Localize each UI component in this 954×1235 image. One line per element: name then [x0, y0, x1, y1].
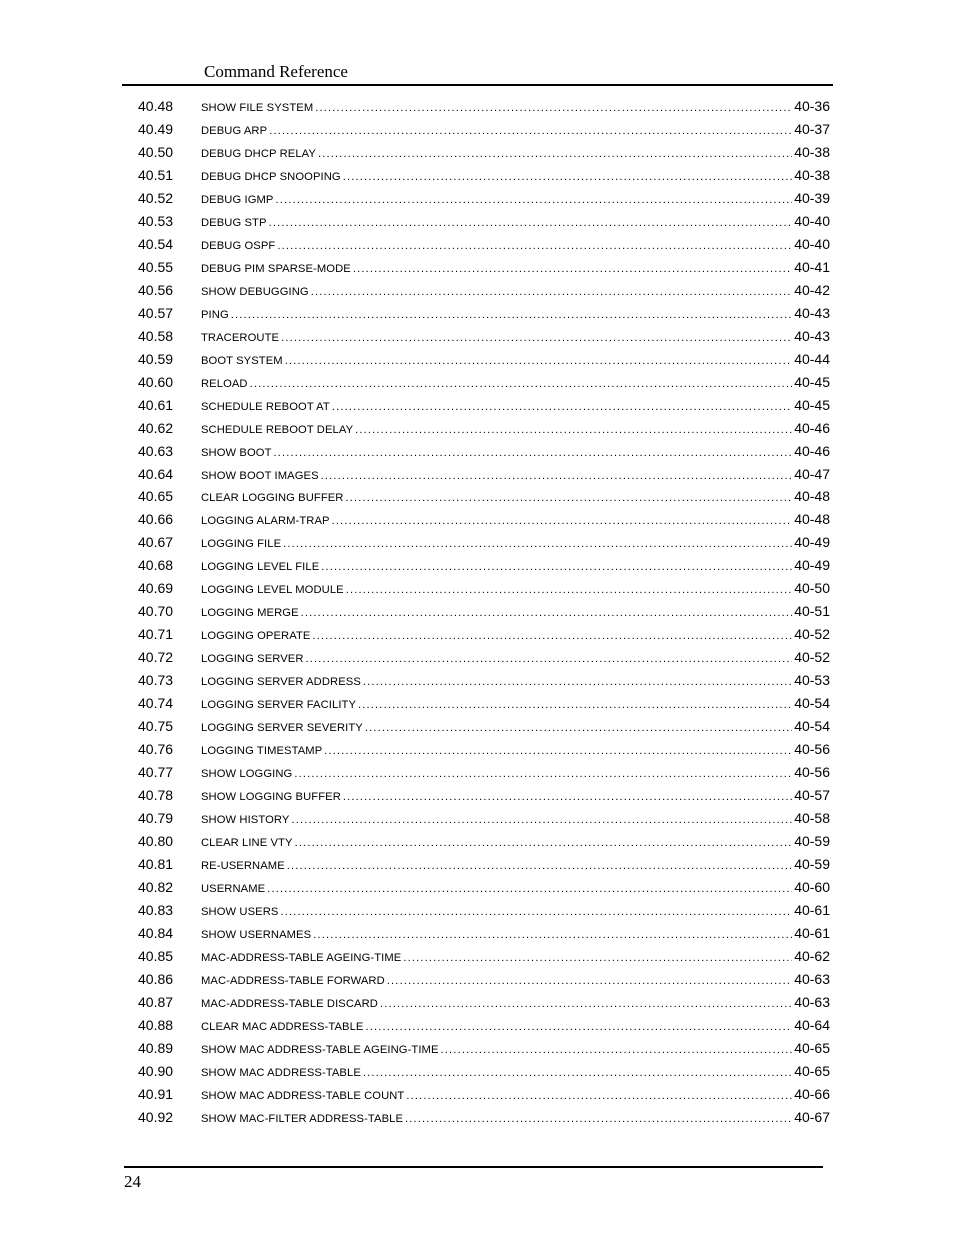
toc-section-number: 40.52: [138, 189, 174, 206]
toc-page-reference: 40-49: [794, 557, 830, 574]
toc-entry: [138, 991, 830, 1014]
toc-section-number: 40.91: [138, 1085, 174, 1102]
toc-entry: [138, 1060, 830, 1083]
toc-entry: [138, 577, 830, 600]
toc-dot-leader: [313, 924, 792, 946]
toc-section-number: 40.49: [138, 120, 174, 137]
toc-dot-leader: [269, 120, 792, 142]
toc-page-reference: 40-59: [794, 855, 830, 872]
toc-page-reference: 40-46: [794, 419, 830, 436]
toc-section-number: 40.89: [138, 1039, 174, 1056]
toc-page-reference: 40-54: [794, 695, 830, 712]
toc-entry-title: CLEAR MAC ADDRESS-TABLE: [201, 1020, 364, 1033]
toc-page-reference: 40-49: [794, 534, 830, 551]
toc-entry-title: MAC-ADDRESS-TABLE FORWARD: [201, 974, 385, 987]
toc-entry-title: CLEAR LINE VTY: [201, 837, 293, 849]
toc-entry-title: SCHEDULE REBOOT AT: [201, 400, 330, 413]
toc-entry: [138, 738, 830, 761]
toc-entry: [138, 922, 830, 945]
toc-dot-leader: [380, 993, 792, 1015]
toc-dot-leader: [250, 373, 793, 395]
toc-section-number: 40.86: [138, 970, 174, 987]
toc-dot-leader: [366, 1016, 793, 1038]
toc-dot-leader: [274, 442, 793, 464]
toc-entry-title: CLEAR LOGGING BUFFER: [201, 492, 344, 505]
toc-section-number: 40.82: [138, 878, 174, 895]
toc-section-number: 40.81: [138, 855, 174, 872]
toc-entry: [138, 394, 830, 417]
toc-entry-title: LOGGING ALARM-TRAP: [201, 515, 330, 528]
toc-dot-leader: [280, 901, 792, 923]
toc-dot-leader: [269, 212, 793, 234]
toc-page-reference: 40-64: [794, 1016, 830, 1033]
toc-dot-leader: [363, 671, 792, 693]
toc-section-number: 40.85: [138, 947, 174, 964]
toc-entry-title: SHOW USERS: [201, 905, 279, 918]
toc-dot-leader: [294, 763, 792, 785]
toc-entry: [138, 279, 830, 302]
toc-page-reference: 40-38: [794, 143, 830, 160]
toc-page-reference: 40-52: [794, 649, 830, 666]
toc-section-number: 40.71: [138, 626, 174, 643]
toc-entry: [138, 531, 830, 554]
toc-page-reference: 40-59: [794, 833, 830, 849]
toc-section-number: 40.88: [138, 1016, 174, 1033]
toc-page-reference: 40-39: [794, 189, 830, 206]
toc-entry-title: MAC-ADDRESS-TABLE DISCARD: [201, 997, 378, 1010]
toc-section-number: 40.77: [138, 764, 174, 781]
toc-entry-title: SHOW FILE SYSTEM: [201, 102, 314, 114]
toc-dot-leader: [324, 740, 792, 762]
toc-section-number: 40.87: [138, 993, 174, 1010]
toc-dot-leader: [387, 970, 792, 992]
toc-entry: [138, 554, 830, 577]
toc-page-reference: 40-36: [794, 98, 830, 114]
toc-page-reference: 40-58: [794, 810, 830, 827]
toc-dot-leader: [275, 189, 792, 211]
toc-section-number: 40.66: [138, 511, 174, 528]
toc-dot-leader: [332, 396, 792, 418]
toc-entry: [138, 968, 830, 991]
toc-entry-title: USERNAME: [201, 882, 266, 895]
toc-entry: [138, 692, 830, 715]
toc-entry: [138, 325, 830, 348]
toc-dot-leader: [231, 304, 792, 326]
toc-section-number: 40.92: [138, 1108, 174, 1125]
toc-dot-leader: [321, 556, 792, 578]
toc-page-reference: 40-47: [794, 465, 830, 482]
toc-section-number: 40.78: [138, 787, 174, 804]
toc-entry-title: DEBUG IGMP: [201, 193, 274, 206]
toc-entry: [138, 440, 830, 463]
toc-page-reference: 40-46: [794, 442, 830, 459]
toc-dot-leader: [353, 258, 792, 280]
toc-entry: [138, 899, 830, 922]
toc-entry: [138, 600, 830, 623]
toc-entry: [138, 141, 830, 164]
footer-divider: [124, 1166, 823, 1168]
toc-page-reference: 40-48: [794, 511, 830, 528]
toc-entry-title: SHOW MAC ADDRESS-TABLE AGEING-TIME: [201, 1043, 439, 1056]
toc-entry: [138, 485, 830, 508]
toc-dot-leader: [343, 166, 792, 188]
toc-page-reference: 40-67: [794, 1108, 830, 1125]
toc-entry-title: LOGGING OPERATE: [201, 630, 311, 643]
toc-dot-leader: [306, 648, 793, 670]
toc-entry: [138, 256, 830, 279]
page-number: 24: [124, 1172, 141, 1191]
toc-section-number: 40.90: [138, 1062, 174, 1079]
toc-page-reference: 40-62: [794, 947, 830, 964]
toc-entry: [138, 761, 830, 784]
toc-section-number: 40.58: [138, 327, 174, 344]
toc-entry-title: MAC-ADDRESS-TABLE AGEING-TIME: [201, 951, 402, 964]
toc-entry-title: LOGGING LEVEL FILE: [201, 561, 320, 574]
toc-page-reference: 40-54: [794, 718, 830, 735]
toc-entry: [138, 623, 830, 646]
toc-page-reference: 40-48: [794, 488, 830, 505]
toc-entry-title: SHOW USERNAMES: [201, 928, 312, 941]
toc-page-reference: 40-40: [794, 212, 830, 229]
toc-entry: [138, 830, 830, 853]
toc-dot-leader: [321, 465, 793, 487]
toc-dot-leader: [346, 579, 792, 601]
toc-page-reference: 40-63: [794, 970, 830, 987]
toc-dot-leader: [403, 947, 792, 969]
toc-entry: [138, 876, 830, 899]
toc-section-number: 40.61: [138, 396, 174, 413]
toc-entry-title: LOGGING FILE: [201, 538, 282, 551]
toc-page-reference: 40-66: [794, 1085, 830, 1102]
toc-entry: [138, 463, 830, 486]
toc-entry-title: RELOAD: [201, 377, 248, 390]
toc-section-number: 40.59: [138, 350, 174, 367]
toc-entry-title: DEBUG DHCP SNOOPING: [201, 170, 341, 183]
toc-entry: [138, 1037, 830, 1060]
toc-entry-title: LOGGING MERGE: [201, 607, 299, 620]
toc-dot-leader: [358, 694, 792, 716]
toc-entry-title: SHOW MAC ADDRESS-TABLE COUNT: [201, 1089, 405, 1102]
toc-section-number: 40.75: [138, 718, 174, 735]
toc-entry: [138, 669, 830, 692]
toc-dot-leader: [311, 281, 793, 303]
toc-dot-leader: [277, 235, 792, 257]
toc-entry-title: SHOW LOGGING: [201, 768, 293, 781]
toc-page-reference: 40-41: [794, 258, 830, 275]
toc-page-reference: 40-56: [794, 741, 830, 758]
toc-entry: [138, 302, 830, 325]
toc-page-reference: 40-51: [794, 603, 830, 620]
toc-entry-title: DEBUG OSPF: [201, 239, 276, 252]
toc-dot-leader: [343, 786, 792, 808]
toc-entry: [138, 348, 830, 371]
toc-entry: [138, 210, 830, 233]
toc-section-number: 40.60: [138, 373, 174, 390]
toc-section-number: 40.56: [138, 281, 174, 298]
toc-entry: [138, 807, 830, 830]
toc-dot-leader: [332, 510, 793, 532]
toc-entry: [138, 1083, 830, 1106]
toc-entry-title: LOGGING SERVER: [201, 653, 304, 666]
toc-entry-title: LOGGING LEVEL MODULE: [201, 584, 344, 597]
toc-entry: [138, 233, 830, 256]
toc-entry-title: DEBUG PIM SPARSE-MODE: [201, 262, 351, 275]
toc-entry: [138, 715, 830, 738]
toc-section-number: 40.69: [138, 580, 174, 597]
toc-page-reference: 40-44: [794, 350, 830, 367]
toc-section-number: 40.64: [138, 465, 174, 482]
toc-page-reference: 40-61: [794, 901, 830, 918]
toc-entry-title: BOOT SYSTEM: [201, 354, 283, 367]
toc-page-reference: 40-60: [794, 878, 830, 895]
toc-section-number: 40.62: [138, 419, 174, 436]
toc-entry: [138, 508, 830, 531]
toc-entry: [138, 118, 830, 141]
toc-section-number: 40.54: [138, 235, 174, 252]
toc-entry-title: PING: [201, 308, 229, 321]
toc-dot-leader: [301, 602, 793, 624]
toc-section-number: 40.79: [138, 810, 174, 827]
toc-dot-leader: [441, 1039, 793, 1061]
toc-section-number: 40.72: [138, 649, 174, 666]
toc-page-reference: 40-65: [794, 1039, 830, 1056]
toc-entry-title: SCHEDULE REBOOT DELAY: [201, 423, 354, 436]
toc-entry: [138, 1014, 830, 1037]
toc-entry-title: LOGGING SERVER FACILITY: [201, 699, 357, 712]
toc-dot-leader: [285, 350, 792, 372]
toc-dot-leader: [363, 1062, 792, 1084]
toc-entry-title: SHOW BOOT: [201, 446, 272, 459]
toc-section-number: 40.73: [138, 672, 174, 689]
toc-entry-title: LOGGING TIMESTAMP: [201, 745, 323, 758]
toc-dot-leader: [312, 625, 792, 647]
toc-page-reference: 40-38: [794, 166, 830, 183]
toc-dot-leader: [281, 327, 792, 349]
toc-dot-leader: [365, 717, 792, 739]
toc-dot-leader: [318, 143, 792, 165]
toc-entry: [138, 164, 830, 187]
toc-dot-leader: [267, 878, 792, 900]
toc-dot-leader: [346, 487, 793, 509]
toc-entry-title: DEBUG STP: [201, 216, 267, 229]
toc-section-number: 40.48: [138, 98, 174, 114]
header-divider: [122, 84, 833, 86]
toc-page-reference: 40-56: [794, 764, 830, 781]
toc-page-reference: 40-45: [794, 396, 830, 413]
toc-section-number: 40.63: [138, 442, 174, 459]
toc-section-number: 40.68: [138, 557, 174, 574]
toc-entry-title: SHOW MAC-FILTER ADDRESS-TABLE: [201, 1112, 404, 1125]
toc-entry-title: SHOW HISTORY: [201, 814, 290, 827]
toc-section-number: 40.80: [138, 833, 174, 849]
toc-entry: [138, 784, 830, 807]
toc-section-number: 40.55: [138, 258, 174, 275]
toc-page-reference: 40-52: [794, 626, 830, 643]
toc-section-number: 40.70: [138, 603, 174, 620]
toc-dot-leader: [287, 855, 792, 877]
table-of-contents: [138, 95, 830, 1129]
toc-page-reference: 40-57: [794, 787, 830, 804]
toc-entry: [138, 646, 830, 669]
page-header-title: Command Reference: [204, 62, 348, 81]
toc-page-reference: 40-40: [794, 235, 830, 252]
toc-section-number: 40.76: [138, 741, 174, 758]
toc-entry-title: SHOW MAC ADDRESS-TABLE: [201, 1066, 361, 1079]
toc-page-reference: 40-43: [794, 304, 830, 321]
toc-dot-leader: [355, 419, 792, 441]
toc-entry-title: TRACEROUTE: [201, 331, 280, 344]
toc-page-reference: 40-42: [794, 281, 830, 298]
toc-dot-leader: [291, 809, 792, 831]
toc-page-reference: 40-50: [794, 580, 830, 597]
toc-entry-title: LOGGING SERVER ADDRESS: [201, 676, 361, 689]
toc-entry: [138, 187, 830, 210]
toc-entry: [138, 853, 830, 876]
toc-section-number: 40.74: [138, 695, 174, 712]
toc-section-number: 40.53: [138, 212, 174, 229]
toc-page-reference: 40-45: [794, 373, 830, 390]
toc-entry: [138, 945, 830, 968]
toc-dot-leader: [283, 533, 792, 555]
toc-section-number: 40.65: [138, 488, 174, 505]
toc-page-reference: 40-61: [794, 924, 830, 941]
toc-section-number: 40.51: [138, 166, 174, 183]
toc-entry-title: SHOW LOGGING BUFFER: [201, 791, 341, 804]
toc-section-number: 40.83: [138, 901, 174, 918]
toc-dot-leader: [406, 1085, 792, 1107]
toc-section-number: 40.67: [138, 534, 174, 551]
toc-entry: [138, 95, 830, 118]
toc-entry-title: SHOW DEBUGGING: [201, 285, 309, 298]
toc-page-reference: 40-65: [794, 1062, 830, 1079]
toc-section-number: 40.50: [138, 143, 174, 160]
toc-page-reference: 40-53: [794, 672, 830, 689]
toc-entry: [138, 417, 830, 440]
toc-entry-title: DEBUG DHCP RELAY: [201, 147, 316, 160]
toc-entry-title: LOGGING SERVER SEVERITY: [201, 722, 363, 735]
toc-entry-title: DEBUG ARP: [201, 124, 268, 137]
toc-entry-title: RE-USERNAME: [201, 859, 285, 872]
toc-entry-title: SHOW BOOT IMAGES: [201, 469, 319, 482]
toc-page-reference: 40-37: [794, 120, 830, 137]
toc-page-reference: 40-43: [794, 327, 830, 344]
toc-dot-leader: [295, 832, 793, 854]
toc-dot-leader: [315, 97, 792, 119]
toc-section-number: 40.57: [138, 304, 174, 321]
toc-dot-leader: [405, 1108, 792, 1130]
toc-page-reference: 40-63: [794, 993, 830, 1010]
toc-entry: [138, 1106, 830, 1129]
toc-section-number: 40.84: [138, 924, 174, 941]
toc-entry: [138, 371, 830, 394]
